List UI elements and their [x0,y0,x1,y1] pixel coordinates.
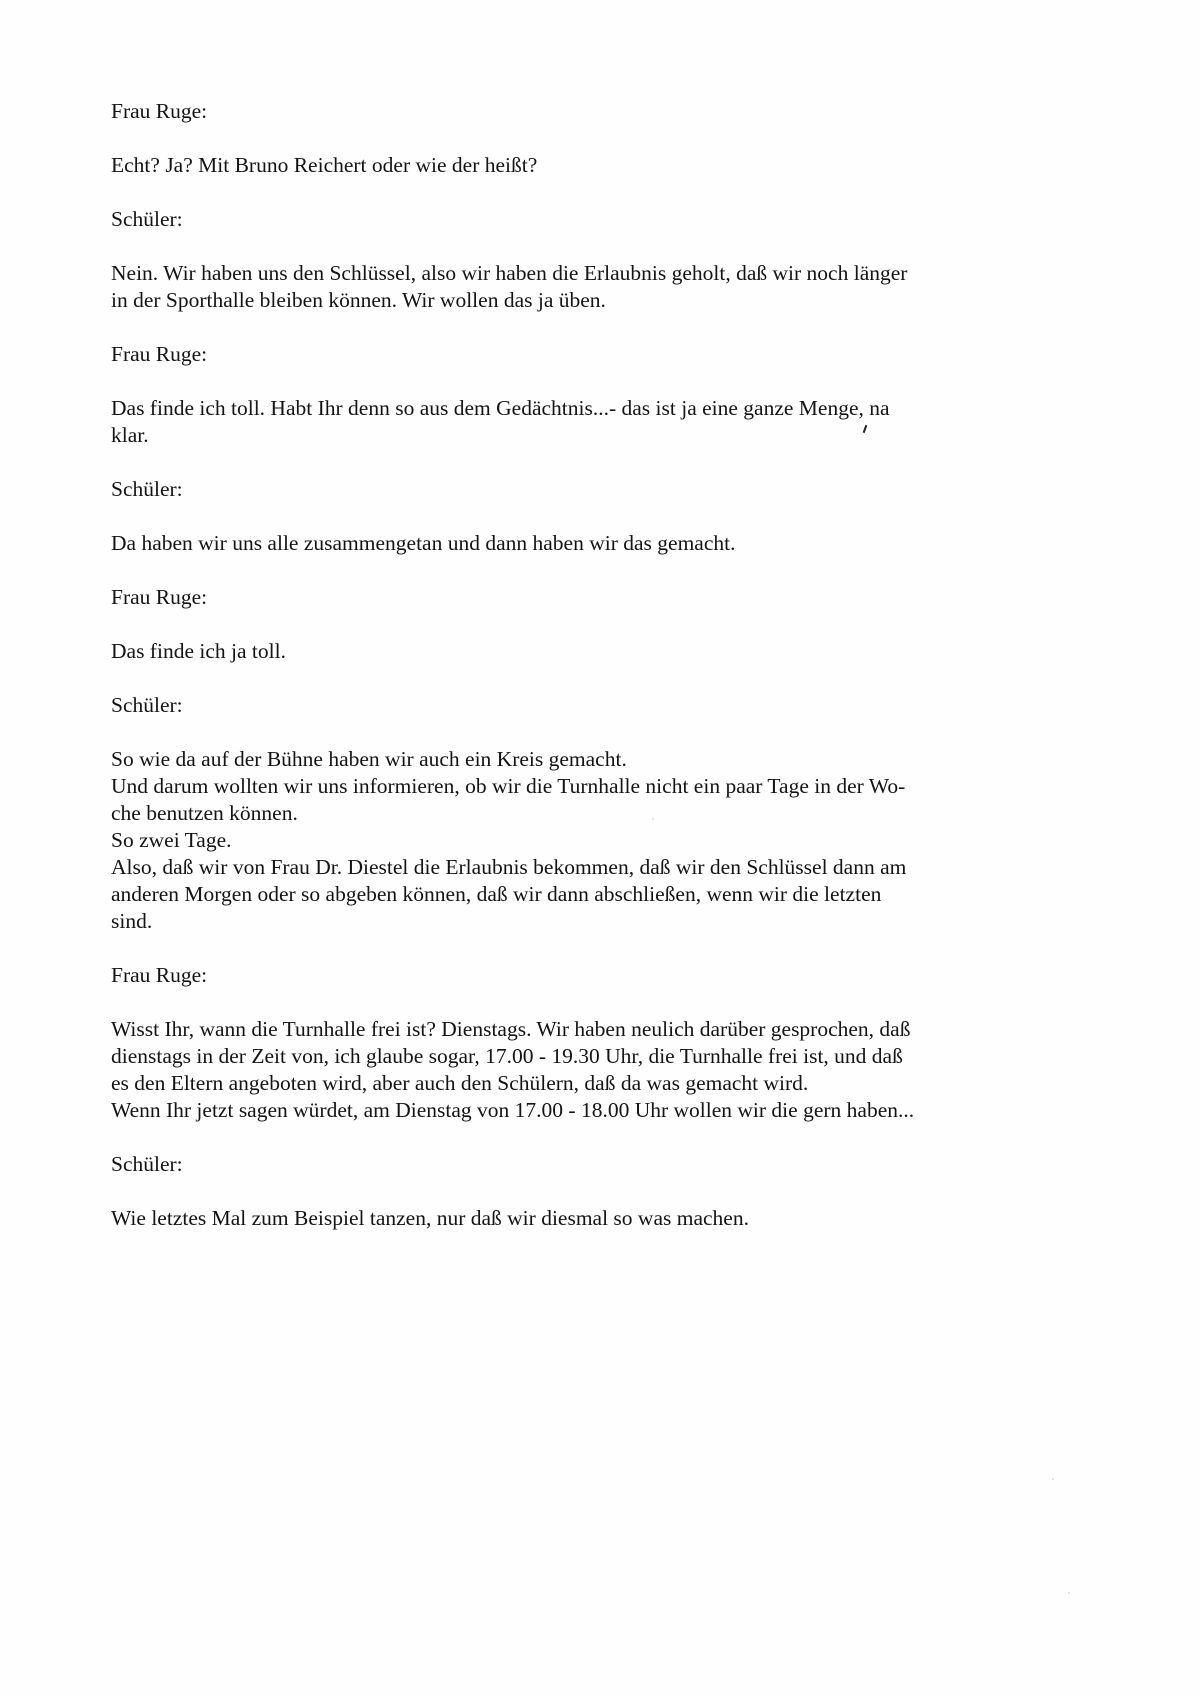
utterance-line: Da haben wir uns alle zusammengetan und dann haben wir das gemacht. [111,531,736,555]
utterance [111,395,1011,449]
dialogue-block [111,584,1011,665]
utterance-line: anderen Morgen oder so abgeben können, daß wir dann abschließen, wenn wir die letzten [111,882,882,906]
scan-speck [1068,1592,1070,1594]
speaker-label: Frau Ruge: [111,99,208,123]
utterance [111,1205,1011,1232]
utterance-line: sind. [111,909,153,933]
utterance-line: Wenn Ihr jetzt sagen würdet, am Dienstag von 17.00 - 18.00 Uhr wollen wir die gern haben... [111,1098,915,1122]
utterance-line: dienstags in der Zeit von, ich glaube sogar, 17.00 - 19.30 Uhr, die Turnhalle frei ist, und daß [111,1044,903,1068]
utterance-line: Wisst Ihr, wann die Turnhalle frei ist? Dienstags. Wir haben neulich darüber gesprochen, daß [111,1017,911,1041]
dialogue-block [111,98,1011,179]
utterance [111,260,1011,314]
speaker-label: Schüler: [111,693,183,717]
utterance-line: in der Sporthalle bleiben können. Wir wollen das ja üben. [111,288,606,312]
utterance [111,746,1011,935]
scan-speck [652,818,654,820]
utterance-line: Also, daß wir von Frau Dr. Diestel die Erlaubnis bekommen, daß wir den Schlüssel dann am [111,855,907,879]
dialogue-block [111,206,1011,314]
utterance-line: Nein. Wir haben uns den Schlüssel, also wir haben die Erlaubnis geholt, daß wir noch länger [111,261,908,285]
transcript [111,98,1011,1259]
utterance [111,1016,1011,1124]
utterance-line: So zwei Tage. [111,828,232,852]
speaker-label: Frau Ruge: [111,963,208,987]
speaker-label: Schüler: [111,1152,183,1176]
utterance-line: Und darum wollten wir uns informieren, ob wir die Turnhalle nicht ein paar Tage in der Wo- [111,774,906,798]
utterance-line: es den Eltern angeboten wird, aber auch den Schülern, daß da was gemacht wird. [111,1071,809,1095]
utterance [111,152,1011,179]
utterance-line: che benutzen können. [111,801,298,825]
utterance-line: klar. [111,423,149,447]
dialogue-block [111,341,1011,449]
dialogue-block [111,962,1011,1124]
utterance [111,530,1011,557]
dialogue-block [111,692,1011,935]
speaker-label: Schüler: [111,207,183,231]
utterance-line: Echt? Ja? Mit Bruno Reichert oder wie der heißt? [111,153,538,177]
utterance-line: Das finde ich toll. Habt Ihr denn so aus dem Gedächtnis...- das ist ja eine ganze Menge, na [111,396,890,420]
speaker-label: Frau Ruge: [111,585,208,609]
utterance-line: Das finde ich ja toll. [111,639,286,663]
utterance-line: So wie da auf der Bühne haben wir auch ein Kreis gemacht. [111,747,627,771]
utterance-line: Wie letztes Mal zum Beispiel tanzen, nur daß wir diesmal so was machen. [111,1206,749,1230]
dialogue-block [111,1151,1011,1232]
speaker-label: Schüler: [111,477,183,501]
dialogue-block [111,476,1011,557]
utterance [111,638,1011,665]
speaker-label: Frau Ruge: [111,342,208,366]
scan-speck [1052,1478,1054,1480]
